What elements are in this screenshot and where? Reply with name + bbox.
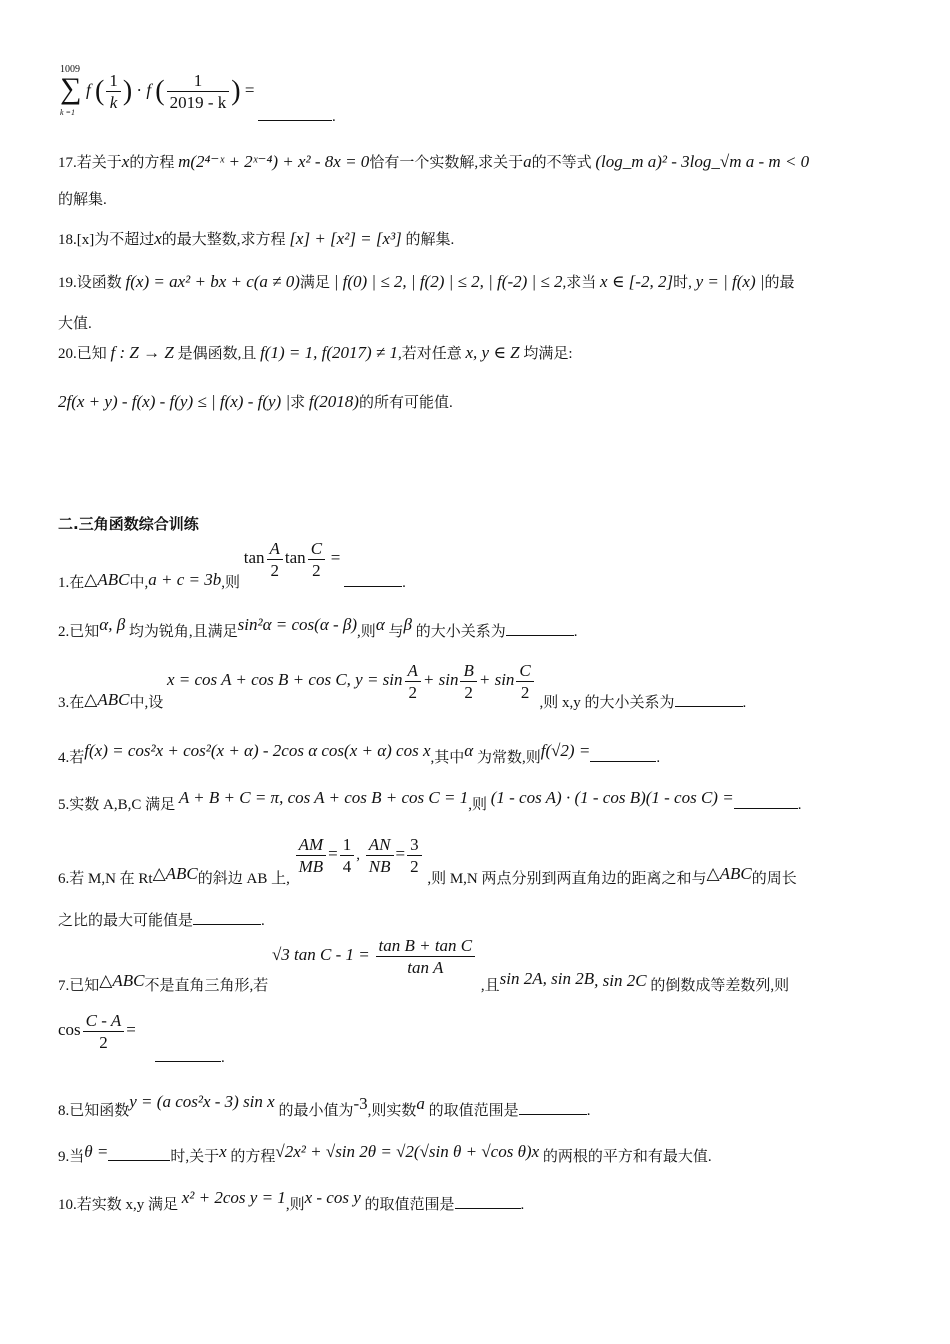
- p17-text-d: 的不等式: [531, 155, 592, 171]
- frac-den: 2: [464, 683, 473, 702]
- problem-19-line2: [58, 314, 92, 334]
- frac-num: 1: [340, 834, 355, 856]
- q10-expression: x - cos y: [304, 1188, 361, 1207]
- top-answer-blank: .: [258, 106, 336, 127]
- q2-equation: sin²α = cos(α - β): [237, 615, 358, 634]
- frac-num: 3: [407, 834, 422, 856]
- problem-20-line2: [58, 392, 453, 413]
- problem-17-line1: [58, 152, 809, 173]
- q3-x-definition: x = cos A + cos B + cos C, y = sin: [166, 669, 403, 689]
- q2-text-d: 与: [388, 624, 404, 640]
- frac-num: AM: [296, 834, 327, 856]
- q2-text-e: 的大小关系为: [415, 624, 506, 640]
- q6-triangle: △ABC: [152, 863, 198, 883]
- p20-text-f: 的所有可能值.: [358, 395, 453, 411]
- frac-1-over-2019-k: [167, 70, 230, 113]
- p19-text-f: 大值.: [58, 316, 92, 332]
- q10-condition: x² + 2cos y = 1: [181, 1188, 286, 1207]
- p18-text-b: 的最大整数,求方程: [161, 232, 286, 248]
- q6-equals-2: =: [395, 843, 406, 863]
- q1-text-c: ,则: [221, 574, 240, 591]
- p18-x: x: [154, 229, 162, 248]
- q4-text-c: 为常数,则: [476, 750, 541, 766]
- q7-text-a: 7.已知: [58, 977, 100, 994]
- q3-period: .: [742, 694, 747, 711]
- q7-sin2c: , sin 2C: [594, 970, 647, 990]
- q6-equals-1: =: [328, 843, 338, 863]
- q1-condition: a + c = 3b: [148, 569, 222, 589]
- q7-cos: cos: [58, 1019, 81, 1039]
- p19-conditions: | f(0) | ≤ 2, | f(2) | ≤ 2, | f(-2) | ≤ 2: [333, 272, 563, 291]
- question-10: [58, 1188, 525, 1215]
- q9-text-c: 的方程: [230, 1149, 276, 1165]
- q8-text-d: 的取值范围是: [428, 1103, 519, 1119]
- q5-period: .: [797, 797, 802, 813]
- q1-period: .: [402, 574, 406, 591]
- p19-domain: x ∈ [-2, 2]: [600, 272, 674, 291]
- frac-num: A: [405, 660, 421, 682]
- section-heading: 二.三角函数综合训练: [58, 515, 199, 533]
- f-symbol: f: [86, 80, 91, 100]
- q8-function: y = (a cos²x - 3) sin x: [129, 1092, 275, 1111]
- question-7-line1: [58, 935, 790, 994]
- problem-17-line2: [58, 190, 107, 210]
- f-symbol-2: f: [146, 80, 152, 100]
- frac-num: 1: [167, 70, 230, 92]
- q8-text-b: 的最小值为: [278, 1103, 354, 1119]
- q3-text-b: 中,设: [129, 694, 164, 711]
- summand: f ( $\frac{1}{k}$ ) · f ( $\frac{1}{2019 - k}$ ) =: [86, 71, 255, 112]
- q2-answer-blank: [506, 621, 574, 636]
- q9-theta: θ =: [84, 1142, 109, 1161]
- question-8: [58, 1092, 591, 1121]
- frac-den: tan A: [407, 958, 444, 977]
- q9-equation: √2x² + √sin 2θ = √2(√sin θ + √cos θ)x: [275, 1142, 540, 1161]
- question-3: [58, 660, 747, 711]
- frac-den: 2: [99, 1033, 108, 1052]
- q1-frac-A-2: [267, 538, 283, 581]
- question-9: [58, 1142, 712, 1167]
- p20-text-b: 是偶函数,且: [177, 346, 257, 362]
- q4-target: f(√2) =: [540, 741, 591, 760]
- problem-19-line1: [58, 272, 795, 293]
- problem-20-line1: [58, 343, 573, 364]
- q9-text-a: 9.当: [58, 1149, 85, 1165]
- q8-min-value: -3: [353, 1094, 368, 1113]
- q2-text-a: 2.已知: [58, 624, 100, 640]
- q3-triangle: △ABC: [84, 689, 130, 709]
- q8-period: .: [586, 1103, 591, 1119]
- q5-text-a: 5.实数 A,B,C 满足: [58, 797, 176, 813]
- p20-values: f(1) = 1, f(2017) ≠ 1: [260, 343, 398, 362]
- q7-triangle: △ABC: [99, 970, 145, 990]
- frac-num: C: [516, 660, 533, 682]
- equals: =: [244, 80, 255, 100]
- q3-frac-B-2: [460, 660, 476, 703]
- q9-text-d: 的两根的平方和有最大值.: [542, 1149, 712, 1165]
- q6-text-b: 的斜边 AB 上,: [197, 870, 290, 887]
- p20-inequality: 2f(x + y) - f(x) - f(y) ≤ | f(x) - f(y) |: [58, 392, 291, 411]
- q3-plus-sin-2: + sin: [478, 669, 515, 689]
- q10-period: .: [520, 1197, 525, 1213]
- frac-den: 2: [410, 857, 419, 876]
- q9-text-b: 时,关于: [170, 1149, 220, 1165]
- q6-frac-AM-MB: [296, 834, 327, 877]
- p19-function: f(x) = ax² + bx + c(a ≠ 0): [125, 272, 300, 291]
- frac-1-over-k: [106, 70, 121, 113]
- p20-map: f : Z → Z: [110, 343, 174, 362]
- q3-plus-sin-1: + sin: [422, 669, 459, 689]
- p19-text-d: 时,: [673, 275, 692, 291]
- q7-text-c: ,且: [480, 977, 500, 994]
- q7-equals: =: [126, 1019, 136, 1039]
- frac-num: C: [308, 538, 325, 560]
- q3-text-c: ,则 x,y 的大小关系为: [539, 694, 675, 711]
- frac-num: B: [460, 660, 476, 682]
- q5-answer-blank: [734, 794, 798, 809]
- frac-den: k: [109, 93, 118, 112]
- p18-text-c: 的解集.: [405, 232, 455, 248]
- frac-num: AN: [366, 834, 394, 856]
- frac-num: A: [267, 538, 283, 560]
- p20-text-a: 20.已知: [58, 346, 107, 362]
- q7-answer-blank: [155, 1047, 221, 1062]
- p17-text-c: 恰有一个实数解,求关于: [369, 155, 524, 171]
- p17-a: a: [523, 152, 532, 171]
- q6-text-c: ,则 M,N 两点分别到两直角边的距离之和与: [427, 870, 707, 887]
- q1-tan-2: tan: [284, 547, 306, 567]
- q7-text-d: 的倒数成等差数列,则: [650, 977, 790, 994]
- question-1: [58, 538, 406, 591]
- q10-text-b: ,则: [285, 1197, 305, 1213]
- q6-answer-blank: [193, 910, 261, 925]
- frac-den: MB: [298, 857, 324, 876]
- p17-text-e: 的解集.: [58, 192, 107, 208]
- p17-text-b: 的方程: [129, 155, 175, 171]
- p18-equation: [x] + [x²] = [x³]: [289, 229, 402, 248]
- p19-text-a: 19.设函数: [58, 275, 122, 291]
- p20-target: f(2018): [308, 392, 359, 411]
- p17-inequality: (log_m a)² - 3log_√m a - m < 0: [595, 152, 810, 171]
- frac-num: tan B + tan C: [376, 935, 476, 957]
- p17-equation: m(2⁴⁻ˣ + 2ˣ⁻⁴) + x² - 8x = 0: [178, 152, 370, 171]
- q3-answer-blank: [675, 692, 743, 707]
- q7-answer: .: [155, 1047, 225, 1068]
- q1-text-b: 中,: [129, 574, 149, 591]
- frac-den: 2: [270, 561, 279, 580]
- q2-alpha-beta: α, β: [99, 615, 126, 634]
- p17-x: x: [121, 152, 130, 171]
- q1-text-a: 1.在: [58, 574, 85, 591]
- q1-tan-1: tan: [243, 547, 265, 567]
- question-6-line1: 6.若 M,N 在 Rt△ABC的斜边 AB 上, $\frac{AM}{MB}$ = $\frac{1}{4}$ , $\frac{AN}{NB}$ = $\frac{3}{2}$ ,则 M,N 两点分别到两直角边的距离之和与△ABC的周长: [58, 835, 797, 887]
- q6-frac-AN-NB: [366, 834, 394, 877]
- q1-answer-blank: [344, 572, 402, 587]
- q7-frac-tan: [376, 935, 476, 978]
- p19-y: y = | f(x) |: [695, 272, 765, 291]
- q3-frac-C-2: [516, 660, 533, 703]
- q1-triangle: △ABC: [84, 569, 130, 589]
- p17-text-a: 17.若关于: [58, 155, 122, 171]
- q10-text-c: 的取值范围是: [364, 1197, 455, 1213]
- question-5: [58, 788, 802, 815]
- frac-den: 2: [520, 683, 530, 702]
- question-4: [58, 741, 661, 768]
- q8-text-a: 8.已知函数: [58, 1103, 130, 1119]
- q7-lhs: √3 tan C - 1 =: [271, 944, 370, 964]
- sum-upper-limit: 1009: [60, 64, 80, 75]
- q1-frac-C-2: [308, 538, 325, 581]
- p19-text-e: 的最: [764, 275, 795, 291]
- sigma-symbol: ∑: [60, 72, 82, 105]
- question-7-line2: [58, 1010, 136, 1053]
- q6-frac-3-2: [407, 834, 422, 877]
- p20-text-d: 均满足:: [523, 346, 573, 362]
- problem-18: [58, 229, 454, 250]
- q6-text-d: 的周长: [751, 870, 797, 887]
- q9-answer-blank: [108, 1146, 170, 1161]
- sum-lower-limit: k =1: [60, 108, 75, 117]
- q8-answer-blank: [519, 1100, 587, 1115]
- frac-den: 2: [408, 683, 417, 702]
- frac-num: 1: [106, 70, 121, 92]
- q2-text-b: 均为锐角,且满足: [128, 624, 238, 640]
- question-2: [58, 615, 578, 642]
- q4-alpha: α: [464, 741, 474, 760]
- q4-text-a: 4.若: [58, 750, 85, 766]
- question-6-line2: [58, 910, 265, 931]
- frac-den: NB: [368, 857, 391, 876]
- p19-text-b: 满足: [299, 275, 330, 291]
- q3-text-a: 3.在: [58, 694, 85, 711]
- q2-alpha: α: [375, 615, 385, 634]
- p18-text-a: 18.[x]为不超过: [58, 232, 155, 248]
- q9-x: x: [219, 1142, 227, 1161]
- q6-text-e: 之比的最大可能值是: [58, 913, 194, 929]
- frac-den: 4: [342, 857, 352, 876]
- p20-text-c: ,若对任意: [397, 346, 462, 362]
- q10-answer-blank: [455, 1194, 521, 1209]
- q6-frac-1-4: [340, 834, 355, 877]
- q4-function: f(x) = cos²x + cos²(x + α) - 2cos α cos(x + α) cos x: [84, 741, 431, 760]
- q5-expression: (1 - cos A) · (1 - cos B)(1 - cos C) =: [490, 788, 734, 807]
- q8-text-c: ,则实数: [367, 1103, 417, 1119]
- q4-period: .: [656, 750, 661, 766]
- q6-triangle-2: △ABC: [706, 863, 752, 883]
- q10-text-a: 10.若实数 x,y 满足: [58, 1197, 179, 1213]
- q7-frac-CA-2: [83, 1010, 125, 1053]
- q6-period: .: [261, 913, 265, 929]
- q2-text-c: ,则: [357, 624, 376, 640]
- p20-xy: x, y ∈ Z: [465, 343, 520, 362]
- q7-sins: sin 2A, sin 2B: [499, 968, 595, 988]
- q1-equals: =: [330, 547, 341, 567]
- dot: ·: [136, 80, 143, 100]
- frac-den: 2: [312, 561, 321, 580]
- frac-num: C - A: [83, 1010, 125, 1032]
- q8-a: a: [416, 1094, 425, 1113]
- q2-period: .: [573, 624, 578, 640]
- q4-answer-blank: [590, 747, 656, 762]
- frac-den: 2019 - k: [169, 93, 227, 112]
- q4-text-b: ,其中: [430, 750, 465, 766]
- p19-text-c: ,求当: [562, 275, 597, 291]
- q5-text-b: ,则: [468, 797, 487, 813]
- q3-frac-A-2: [405, 660, 421, 703]
- q5-condition: A + B + C = π, cos A + cos B + cos C = 1: [178, 788, 469, 807]
- q6-text-a: 6.若 M,N 在 Rt: [58, 870, 153, 887]
- q2-beta: β: [403, 615, 412, 634]
- q7-text-b: 不是直角三角形,若: [144, 977, 269, 994]
- p20-text-e: 求: [290, 395, 306, 411]
